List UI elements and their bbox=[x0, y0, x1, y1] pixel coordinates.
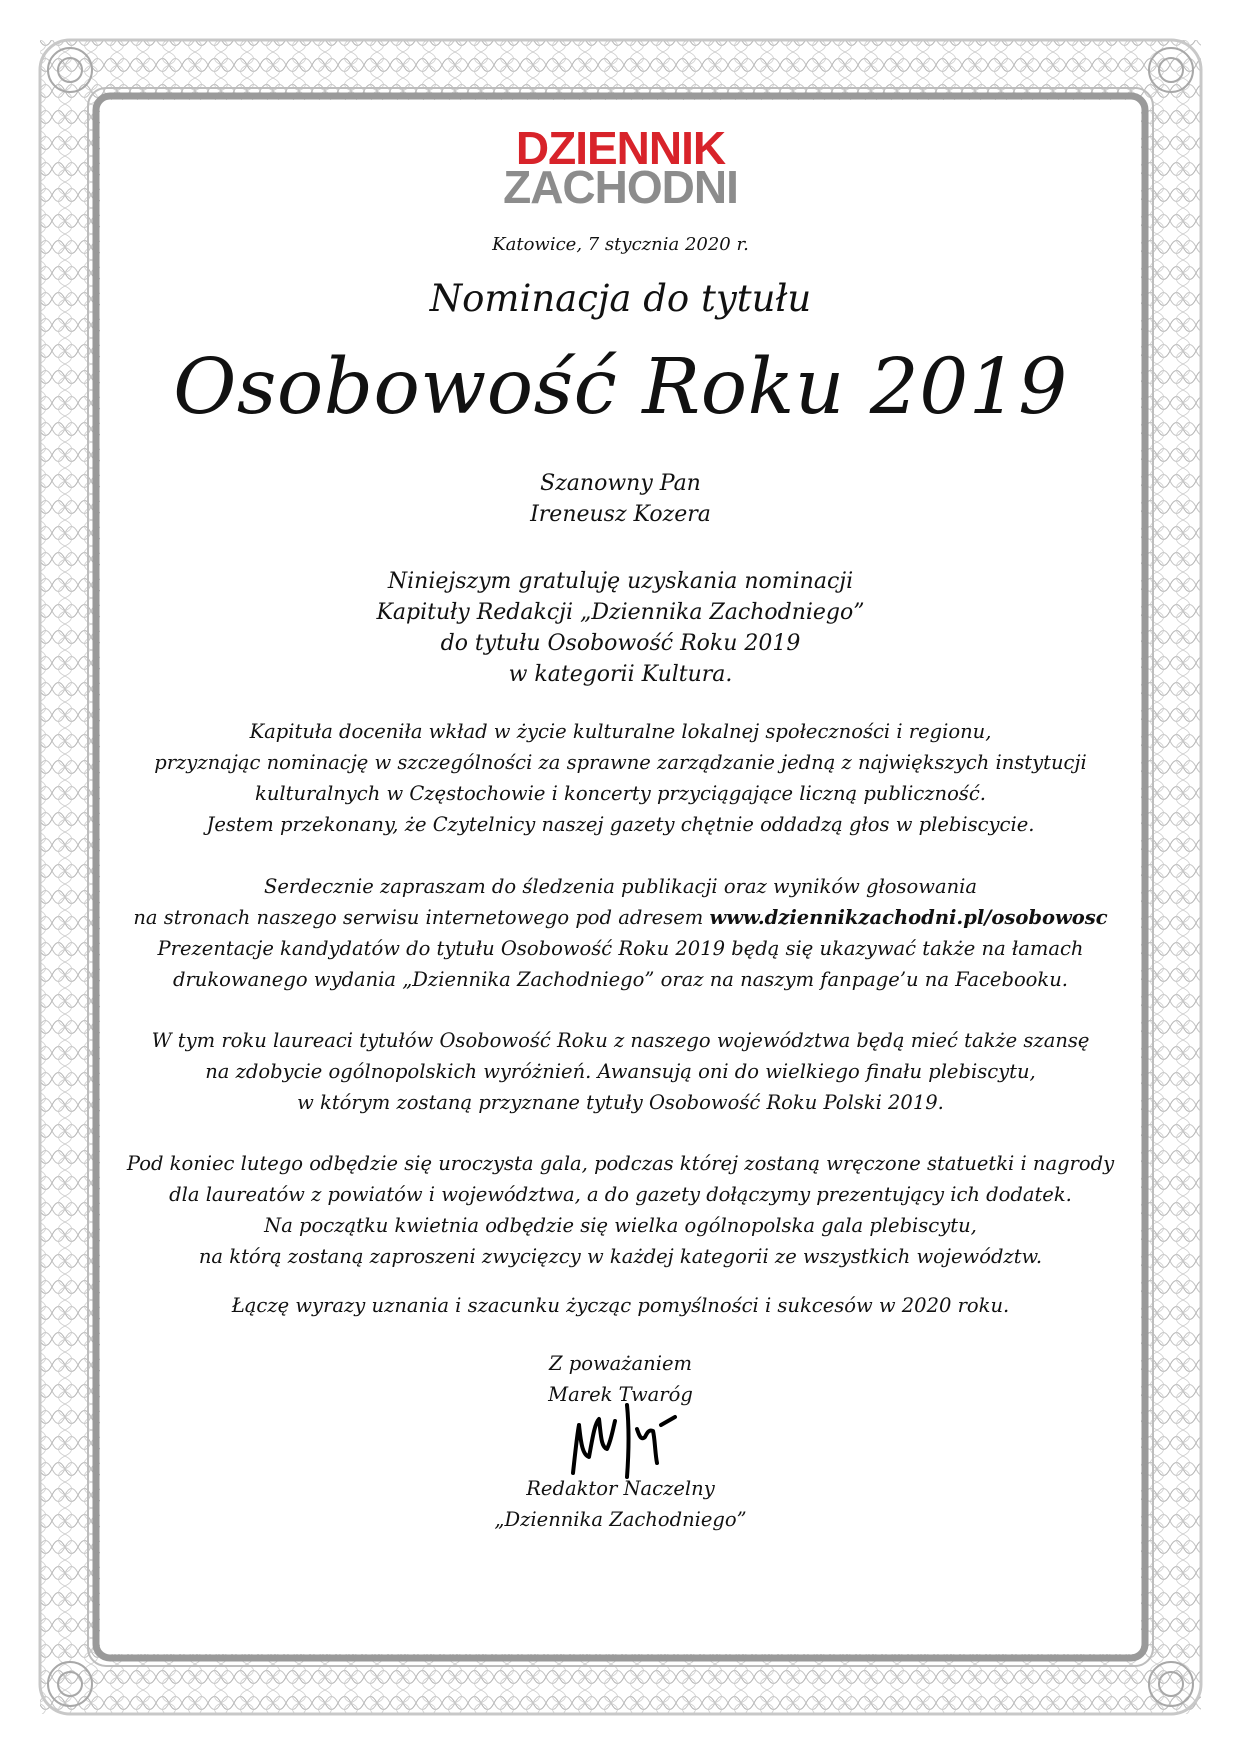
congrats-line: w kategorii Kultura. bbox=[508, 662, 733, 687]
paragraph-line: Na początku kwietnia odbędzie się wielka ogólnopolska gala plebiscytu, bbox=[264, 1214, 977, 1237]
paragraph-national-final bbox=[120, 1025, 1121, 1118]
paragraph-line: W tym roku laureaci tytułów Osobowość Roku z naszego województwa będą mieć także szansę bbox=[151, 1029, 1090, 1052]
paragraph-gala bbox=[120, 1148, 1121, 1272]
page-title: Osobowość Roku 2019 bbox=[173, 343, 1068, 432]
congrats-line: Niniejszym gratuluję uzyskania nominacji bbox=[387, 569, 854, 594]
paragraph-line: na zdobycie ogólnopolskich wyróżnień. Awansują oni do wielkiego finału plebiscytu, bbox=[205, 1060, 1036, 1083]
paragraph-line: kulturalnych w Częstochowie i koncerty przyciągające liczną publiczność. bbox=[255, 782, 986, 805]
url-prefix: na stronach naszego serwisu internetowego pod adresem bbox=[133, 906, 710, 929]
signoff-role: Redaktor Naczelny bbox=[526, 1477, 715, 1500]
addressee-salutation: Szanowny Pan bbox=[540, 471, 701, 496]
paragraph-line: drukowanego wydania „Dziennika Zachodniego” oraz na naszym fanpage’u na Facebooku. bbox=[173, 968, 1068, 991]
paragraph-invitation bbox=[120, 871, 1121, 995]
logo-line2: ZACHODNI bbox=[503, 161, 738, 213]
addressee-name: Ireneusz Kozera bbox=[530, 502, 711, 527]
signoff-greeting: Z poważaniem bbox=[548, 1352, 692, 1375]
paragraph-line: na którą zostaną zaproszeni zwycięzcy w każdej kategorii ze wszystkich województw. bbox=[198, 1245, 1043, 1268]
paragraph-chapter-recognition bbox=[120, 716, 1121, 840]
congrats-line: Kapituły Redakcji „Dziennika Zachodniego” bbox=[376, 600, 865, 625]
subtitle: Nominacja do tytułu bbox=[429, 277, 812, 320]
paragraph-line: dla laureatów z powiatów i województwa, a do gazety dołączymy prezentujący ich dodatek. bbox=[169, 1183, 1072, 1206]
handwritten-signature bbox=[565, 1395, 685, 1485]
closing-line: Łączę wyrazy uznania i szacunku życząc pomyślności i sukcesów w 2020 roku. bbox=[231, 1294, 1010, 1317]
date-line: Katowice, 7 stycznia 2020 r. bbox=[492, 234, 749, 255]
dziennik-zachodni-logo bbox=[0, 122, 1241, 213]
congrats-line: do tytułu Osobowość Roku 2019 bbox=[440, 631, 801, 656]
paragraph-line: Jestem przekonany, że Czytelnicy naszej gazety chętnie oddadzą głos w plebiscycie. bbox=[206, 813, 1035, 836]
signoff-name: Marek Twaróg bbox=[548, 1383, 693, 1406]
paragraph-line: przyznając nominację w szczególności za sprawne zarządzanie jedną z największych instytucji bbox=[154, 751, 1087, 774]
paragraph-line: Serdecznie zapraszam do śledzenia publikacji oraz wyników głosowania bbox=[264, 875, 977, 898]
paragraph-line: w którym zostaną przyznane tytuły Osobowość Roku Polski 2019. bbox=[297, 1091, 944, 1114]
congratulations-paragraph bbox=[120, 566, 1121, 690]
paragraph-line: Prezentacje kandydatów do tytułu Osobowość Roku 2019 będą się ukazywać także na łamach bbox=[157, 937, 1084, 960]
website-link[interactable]: www.dziennikzachodni.pl/osobowosc bbox=[709, 906, 1108, 929]
logo-line1: DZIENNIK bbox=[515, 122, 726, 174]
signoff-org: „Dziennika Zachodniego” bbox=[494, 1508, 747, 1531]
addressee bbox=[120, 468, 1121, 530]
paragraph-line-with-url bbox=[120, 902, 1121, 933]
paragraph-line: Pod koniec lutego odbędzie się uroczysta gala, podczas której zostaną wręczone statuetki i nagrody bbox=[126, 1152, 1115, 1175]
paragraph-line: Kapituła doceniła wkład w życie kulturalne lokalnej społeczności i regionu, bbox=[249, 720, 992, 743]
